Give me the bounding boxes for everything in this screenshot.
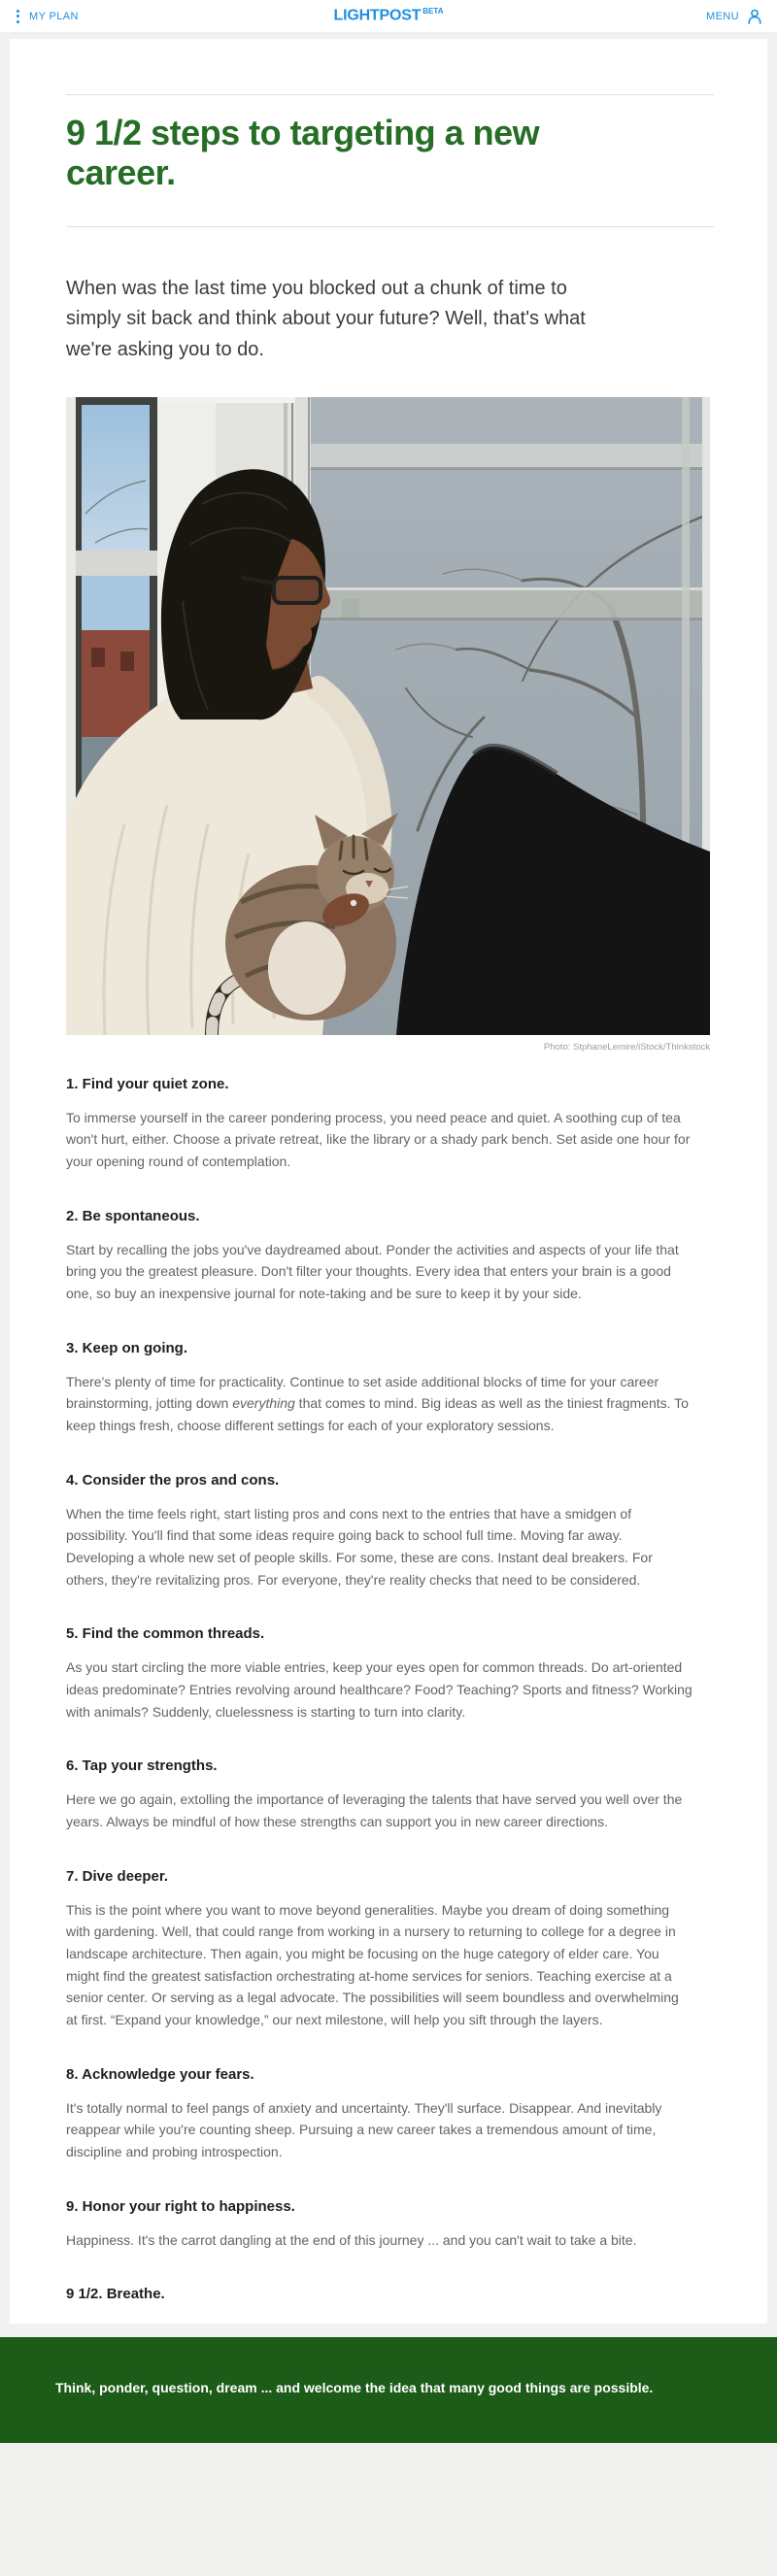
article-section <box>66 1625 714 1723</box>
woman-with-cat-photo <box>66 397 710 1035</box>
article-section <box>66 1472 714 1591</box>
top-bar <box>0 0 777 32</box>
logo <box>0 7 777 24</box>
bottom-banner <box>0 2337 777 2443</box>
section-heading: 9. Honor your right to happiness. <box>66 2197 295 2215</box>
section-body: Here we go again, extolling the importance of leveraging the talents that have served you well over the years. Always be mindful of how these strengths can support you in new career directions. <box>66 1791 683 1829</box>
section-body: It's totally normal to feel pangs of anxiety and uncertainty. They'll surface. Disappear. And inevitably reappear while you're counting sheep. Pursuing a new career takes a tremendous amount of time, discipline and probing introspection. <box>66 2099 662 2160</box>
section-heading: 8. Acknowledge your fears. <box>66 2065 254 2083</box>
section-body: To immerse yourself in the career pondering process, you need peace and quiet. A soothing cup of tea won't hurt, either. Choose a private retreat, like the library or a shady park bench. Set aside one hour for your opening round of contemplation. <box>66 1109 691 1169</box>
section-heading: 9 1/2. Breathe. <box>66 2286 165 2303</box>
kebab-menu-icon <box>14 8 22 25</box>
section-heading: 7. Dive deeper. <box>66 1867 169 1885</box>
section-heading: 5. Find the common threads. <box>66 1625 265 1643</box>
article-section <box>66 1868 714 2031</box>
section-heading: 3. Keep on going. <box>66 1339 188 1356</box>
article-section <box>66 1340 714 1437</box>
article-section <box>66 1757 714 1832</box>
beta-badge: BETA <box>422 7 444 17</box>
section-heading: 6. Tap your strengths. <box>66 1757 218 1775</box>
section-body: Happiness. It's the carrot dangling at the end of this journey ... and you can't wait to take a bite. <box>66 2231 637 2248</box>
menu-button[interactable] <box>706 8 763 25</box>
my-plan-button[interactable] <box>14 8 79 25</box>
article-section <box>66 1208 714 1305</box>
section-body: Start by recalling the jobs you've daydreamed about. Ponder the activities and aspects of your life that bring you the greatest pleasure. Don't filter your thoughts. Every idea that enters your brain is a good one, so buy an inexpensive journal for note-taking and be sure to keep it by your side. <box>66 1241 679 1301</box>
menu-label: MENU <box>706 10 739 22</box>
article-section <box>66 2066 714 2163</box>
section-body: When the time feels right, start listing pros and cons next to the entries that have a smidgen of possibility. You'll find that some ideas require going back to school full time. Moving far away. Developing a whole new set of people skills. For some, these are cons. Instant deal breakers. For others, they're revitalizing pros. For everyone, they're reality checks that need to be considered. <box>66 1505 653 1588</box>
my-plan-label: MY PLAN <box>29 10 79 22</box>
photo-credit: Photo: StphaneLemire/iStock/Thinkstock <box>543 1041 710 1053</box>
banner-message: Think, ponder, question, dream ... and welcome the idea that many good things are possible. <box>55 2380 654 2396</box>
article-sections <box>66 1076 714 2303</box>
section-heading: 4. Consider the pros and cons. <box>66 1471 280 1489</box>
article-intro: When was the last time you blocked out a chunk of time to simply sit back and think about your future? Well, that's what we're asking you to do. <box>66 277 586 360</box>
article-section <box>66 1076 714 1173</box>
article-photo <box>66 397 714 1053</box>
article-card <box>10 39 767 2324</box>
article-section <box>66 2198 714 2252</box>
divider-top <box>66 94 714 95</box>
section-body: As you start circling the more viable entries, keep your eyes open for common threads. Do art-oriented ideas predominate? Entries revolving around healthcare? Food? Teaching? Sports and fitness? Working with animals? Suddenly, cluelessness is starting to turn into clarity. <box>66 1659 693 1720</box>
user-icon <box>746 8 763 25</box>
article-title: 9 1/2 steps to targeting a new career. <box>66 113 540 193</box>
section-heading: 2. Be spontaneous. <box>66 1207 200 1224</box>
section-body: This is the point where you want to move beyond generalities. Maybe you dream of doing something with gardening. Well, that could range from working in a nursery to returning to college for a degree in landscape architecture. Then again, you might be focusing on the huge category of elder care. You might find the greatest satisfaction orchestrating at-home services for seniors. Teaching exercise at a senior center. Or serving as a legal advocate. The possibilities will seem boundless and overwhelming at first. “Expand your knowledge,” our next milestone, will help you sift through the layers. <box>66 1901 679 2028</box>
section-heading: 1. Find your quiet zone. <box>66 1075 229 1092</box>
article-section <box>66 2286 714 2302</box>
section-body: There's plenty of time for practicality. Continue to set aside additional blocks of time for your career brainstorming, jotting down everything that comes to mind. Big ideas as well as the tiniest fragments. To keep things fresh, choose different settings for each of your exploratory sessions. <box>66 1373 689 1433</box>
divider-under-title <box>66 226 714 227</box>
logo-text: LIGHTPOST <box>333 7 422 24</box>
